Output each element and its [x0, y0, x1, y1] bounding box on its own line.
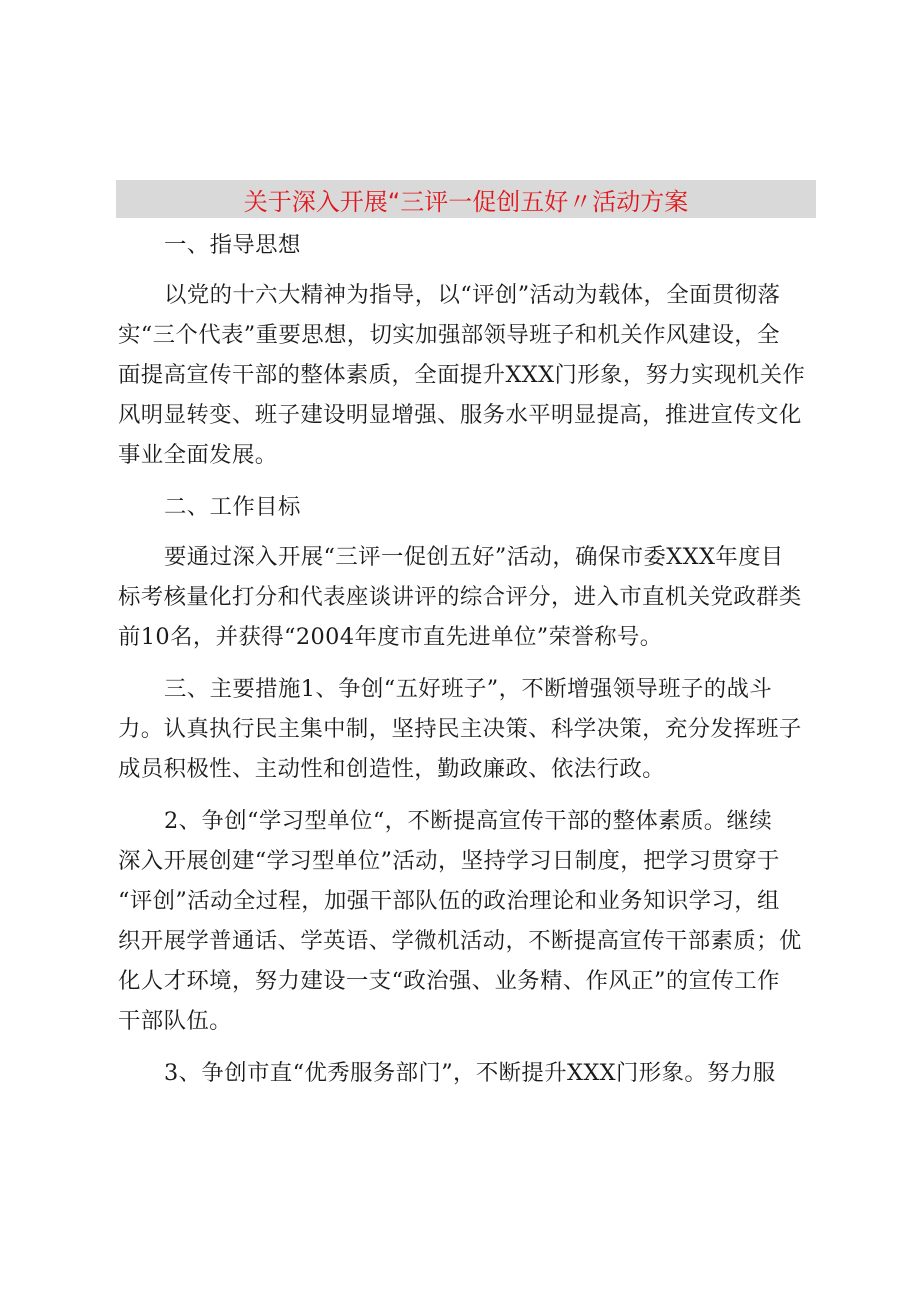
paragraph-line: “评创”活动全过程，加强干部队伍的政治理论和业务知识学习，组 [118, 888, 780, 914]
paragraph-line: 实“三个代表”重要思想，切实加强部领导班子和机关作风建设，全 [118, 322, 780, 348]
paragraph-line: 前10名，并获得“2004年度市直先进单位”荣誉称号。 [118, 624, 663, 650]
section-heading-work-goals: 二、工作目标 [164, 494, 301, 520]
paragraph-line: 化人才环境，努力建设一支“政治强、业务精、作风正”的宣传工作 [118, 968, 780, 994]
document-title: 关于深入开展“三评一促创五好〃活动方案 [243, 187, 689, 216]
section-heading-guiding-ideology: 一、指导思想 [164, 232, 301, 258]
paragraph-line: 力。认真执行民主集中制，坚持民主决策、科学决策，充分发挥班子 [118, 716, 802, 742]
paragraph-line: 织开展学普通话、学英语、学微机活动，不断提高宣传干部素质；优 [118, 928, 802, 954]
paragraph-line: 干部队伍。 [118, 1008, 232, 1034]
section-heading-main-measures: 三、主要措施1、争创“五好班子”，不断增强领导班子的战斗 [164, 676, 773, 702]
paragraph-line: 成员积极性、主动性和创造性，勤政廉政、依法行政。 [118, 756, 665, 782]
paragraph-line: 3、争创市直“优秀服务部门”，不断提升XXX门形象。努力服 [164, 1060, 776, 1086]
paragraph-line: 2、争创“学习型单位“，不断提高宣传干部的整体素质。继续 [164, 808, 773, 834]
paragraph-line: 深入开展创建“学习型单位”活动，坚持学习日制度，把学习贯穿于 [118, 848, 780, 874]
paragraph-line: 事业全面发展。 [118, 442, 278, 468]
paragraph-line: 标考核量化打分和代表座谈讲评的综合评分，进入市直机关党政群类 [118, 584, 802, 610]
paragraph-line: 以党的十六大精神为指导，以“评创”活动为载体，全面贯彻落 [164, 282, 781, 308]
paragraph-line: 面提高宣传干部的整体素质，全面提升XXX门形象，努力实现机关作 [118, 362, 806, 388]
paragraph-line: 要通过深入开展“三评一促创五好”活动，确保市委XXX年度目 [164, 544, 784, 570]
title-bar [116, 180, 816, 218]
document-body [118, 225, 818, 1093]
paragraph-line: 风明显转变、班子建设明显增强、服务水平明显提高，推进宣传文化 [118, 402, 802, 428]
